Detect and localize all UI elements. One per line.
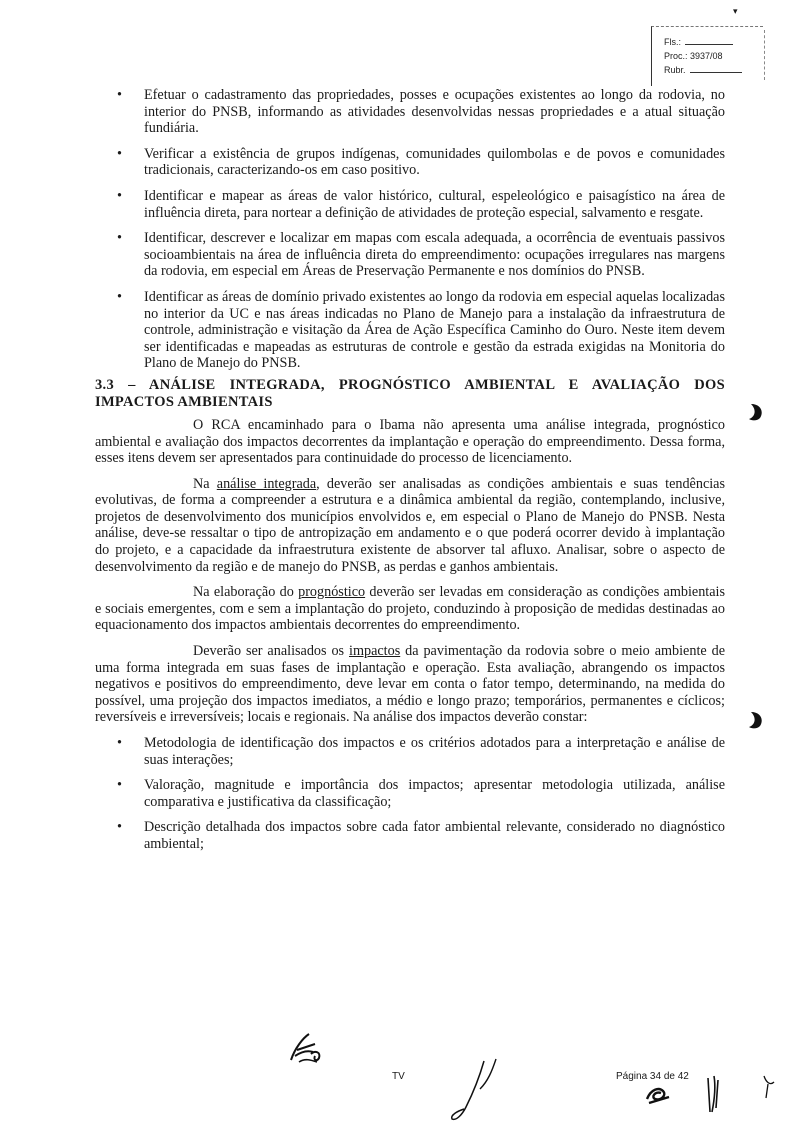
list-item [95, 87, 725, 137]
top-dot-mark: ▾ [733, 6, 738, 16]
underlined-term: análise integrada [216, 475, 317, 492]
bullet-icon: • [117, 87, 122, 103]
paragraph-text: da pavimentação da rodovia sobre o meio ambiente de uma forma integrada em suas fases de implantação e operação. Esta avaliação, abrangendo os impactos negativos e positivos do empreendimento, deve levar em conta o fator tempo, determinando, na medida do possível, uma projeção dos impactos imediatos, a médio e longo prazo; temporários, permanentes e cíclicos; reversíveis e irreversíveis; locais e regionais. Na análise dos impactos deverão constar: [95, 643, 726, 726]
list-item-text: Identificar, descrever e localizar em mapas com escala adequada, a ocorrência de eventuais passivos socioambientais na área de influência direta do empreendimento: ocupações irregulares nas margens da rodovia, em especial em Áreas de Preservação Permanente e nos domínios do PNSB. [144, 230, 725, 280]
bullet-icon: • [117, 777, 122, 794]
signature-mark [700, 1068, 780, 1123]
bullet-icon: • [117, 288, 122, 305]
list-item [95, 735, 725, 768]
footer-page-number: Página 34 de 42 [616, 1071, 689, 1082]
bullet-icon: • [117, 735, 122, 751]
list-item-text: Valoração, magnitude e importância dos impactos; apresentar metodologia utilizada, análise comparativa e justificativa da classificação; [144, 777, 725, 810]
list-item [95, 230, 725, 280]
list-item [95, 819, 725, 852]
bullet-list-bottom [95, 735, 725, 853]
bullet-icon: • [117, 230, 122, 247]
stamp-proc-row [664, 49, 763, 63]
footer-initials: TV [392, 1071, 405, 1082]
underlined-term: prognóstico [298, 584, 366, 601]
stamp-fls-label: Fls.: [664, 37, 681, 47]
list-item-text: Metodologia de identificação dos impactos e os critérios adotados para a interpretação e análise de suas interações; [144, 735, 725, 768]
paragraph-integrated-analysis [95, 476, 725, 576]
list-item [95, 188, 725, 221]
paragraph-prognosis [95, 584, 725, 634]
binder-hole-mark [747, 402, 765, 427]
stamp-rubr-row [664, 63, 763, 77]
stamp-fls-row [664, 35, 763, 49]
list-item [95, 146, 725, 179]
list-item-text: Identificar as áreas de domínio privado existentes ao longo da rodovia em especial aquelas localizadas no interior da UC e nas áreas indicadas no Plano de Manejo para a instalação da infraestrutura de controle, administração e visitação da Área de Ação Específica Caminho do Ouro. Neste item devem ser identificadas e mapeadas as estruturas de controle e gestão da estrada exigidas na Monitoria do Plano de Manejo do PNSB. [144, 288, 725, 372]
signature-mark [440, 1055, 510, 1130]
list-item-text: Efetuar o cadastramento das propriedades, posses e ocupações existentes ao longo da rodovia, no interior do PNSB, informando as atividades desenvolvidas nessas propriedades e a atual situação fundiária. [144, 87, 725, 137]
binder-hole-mark [747, 710, 765, 735]
list-item [95, 777, 725, 810]
page-body [95, 87, 725, 862]
paragraph-text: Deverão ser analisados os [193, 643, 349, 660]
paragraph-text: O RCA encaminhado para o Ibama não apresenta uma análise integrada, prognóstico ambiental e avaliação dos impactos decorrentes da implantação e operação do empreendimento. Dessa forma, esses itens devem ser apresentados para continuidade do processo de licenciamento. [95, 416, 725, 467]
bullet-icon: • [117, 819, 122, 836]
paragraph-text: Na [193, 475, 217, 492]
stamp-edge-line [764, 30, 765, 80]
stamp-rubr-label: Rubr. [664, 65, 686, 75]
list-item-text: Descrição detalhada dos impactos sobre cada fator ambiental relevante, considerado no diagnóstico ambiental; [144, 819, 725, 852]
section-heading: 3.3 – ANÁLISE INTEGRADA, PROGNÓSTICO AMBIENTAL E AVALIAÇÃO DOS IMPACTOS AMBIENTAIS [95, 376, 725, 410]
paragraph-intro [95, 417, 725, 467]
handwritten-initials [285, 1030, 335, 1071]
bullet-icon: • [117, 187, 122, 204]
stamp-proc-label: Proc.: 3937/08 [664, 51, 723, 61]
list-item-text: Identificar e mapear as áreas de valor histórico, cultural, espeleológico e paisagístico na área de influência direta, para nortear a definição de atividades de proteção especial, salvamento e resgate. [144, 187, 725, 221]
underlined-term: impactos [349, 643, 401, 660]
protocol-stamp [651, 26, 763, 86]
paragraph-text: deverão ser levadas em consideração as condições ambientais e sociais emergentes, com e sem a implantação do projeto, conduzindo à proposição de medidas destinadas ao equacionamento dos impactos ambientais decorrentes do empreendimento. [95, 584, 725, 634]
paragraph-text: Na elaboração do [193, 584, 299, 601]
paragraph-text: , deverão ser analisadas as condições ambientais e suas tendências evolutivas, de forma a compreender a estrutura e a dinâmica ambiental da região, contemplando, inclusive, projetos de desenvolvimento dos municípios envolvidos e, em especial o Plano de Manejo do PNSB. Nesta análise, deve-se ressaltar o tipo de antropização em andamento e o que poderá ocorrer devido à implantação do projeto, e a capacidade da infraestrutura existente de absorver tal afluxo. Analisar, sobre o aspecto de desenvolvimento da região e de manejo do PNSB, as perdas e ganhos ambientais. [95, 475, 726, 575]
signature-mark [643, 1083, 673, 1110]
list-item [95, 289, 725, 372]
list-item-text: Verificar a existência de grupos indígenas, comunidades quilombolas e de povos e comunidades tradicionais, caracterizando-os em caso positivo. [144, 145, 725, 179]
paragraph-impacts [95, 643, 725, 726]
bullet-icon: • [117, 145, 122, 162]
bullet-list-top [95, 87, 725, 372]
